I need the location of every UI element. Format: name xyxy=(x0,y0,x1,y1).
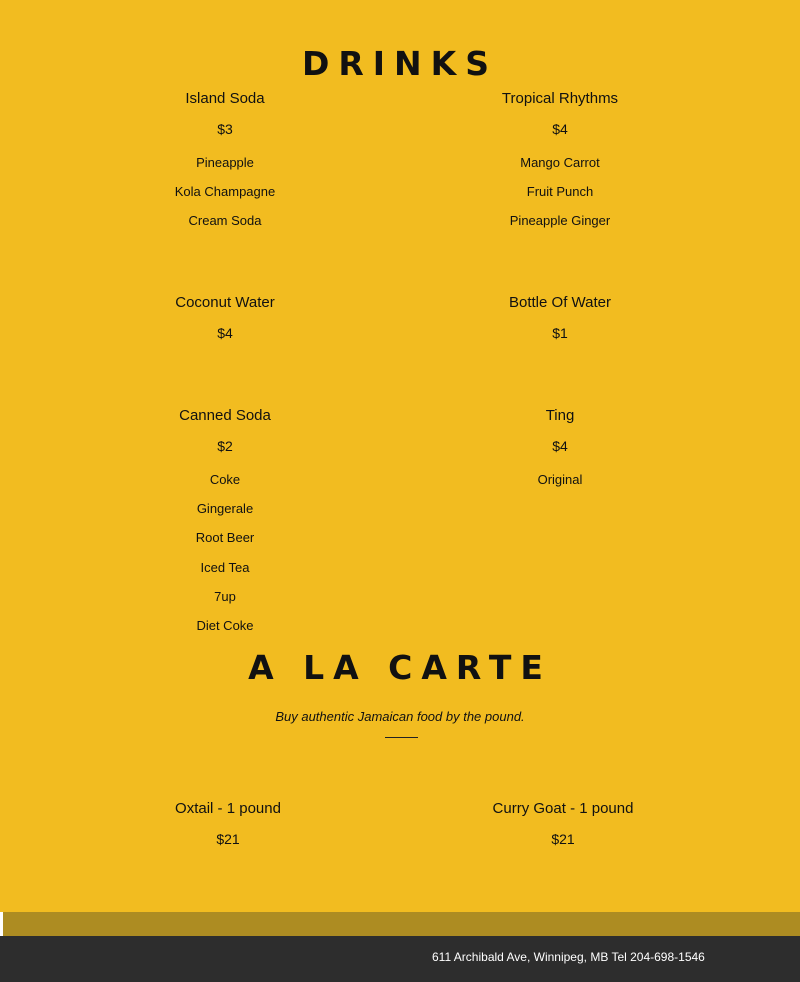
menu-item-option: Mango Carrot xyxy=(520,155,600,170)
footer-band-edge xyxy=(0,912,3,936)
menu-item-option: Iced Tea xyxy=(200,560,250,575)
menu-item-name: Oxtail - 1 pound xyxy=(175,800,281,817)
menu-item-price: $4 xyxy=(552,438,568,454)
menu-item-option: Gingerale xyxy=(196,501,254,516)
menu-item-name: Ting xyxy=(545,407,575,424)
menu-item-option: 7up xyxy=(214,589,236,604)
menu-item-name: Tropical Rhythms xyxy=(501,90,619,107)
a-la-carte-tagline: Buy authentic Jamaican food by the pound. xyxy=(275,709,525,724)
menu-item-option: Pineapple Ginger xyxy=(509,213,611,228)
drinks-heading: DRINKS xyxy=(301,44,499,83)
menu-item-price: $1 xyxy=(552,325,568,341)
menu-item-price: $3 xyxy=(217,121,233,137)
menu-item-price: $4 xyxy=(217,325,233,341)
a-la-carte-heading: A LA CARTE xyxy=(248,648,552,687)
divider xyxy=(385,737,418,738)
menu-item-option: Coke xyxy=(209,472,241,487)
menu-item-option: Pineapple xyxy=(196,155,254,170)
menu-item-price: $21 xyxy=(216,831,240,847)
menu-item-option: Root Beer xyxy=(195,530,255,545)
menu-item-option: Diet Coke xyxy=(196,618,254,633)
footer-band xyxy=(0,912,800,936)
footer-address: 611 Archibald Ave, Winnipeg, MB Tel 204-698-1546 xyxy=(432,950,705,964)
menu-item-name: Canned Soda xyxy=(179,407,271,424)
menu-item-option: Fruit Punch xyxy=(526,184,594,199)
menu-item-name: Coconut Water xyxy=(175,294,275,311)
menu-item-option: Original xyxy=(537,472,583,487)
menu-item-price: $4 xyxy=(552,121,568,137)
menu-item-option: Cream Soda xyxy=(188,213,262,228)
menu-item-name: Island Soda xyxy=(185,90,265,107)
menu-item-name: Curry Goat - 1 pound xyxy=(492,800,634,817)
menu-item-price: $2 xyxy=(217,438,233,454)
menu-item-option: Kola Champagne xyxy=(174,184,276,199)
menu-item-price: $21 xyxy=(551,831,575,847)
menu-item-name: Bottle Of Water xyxy=(509,294,611,311)
